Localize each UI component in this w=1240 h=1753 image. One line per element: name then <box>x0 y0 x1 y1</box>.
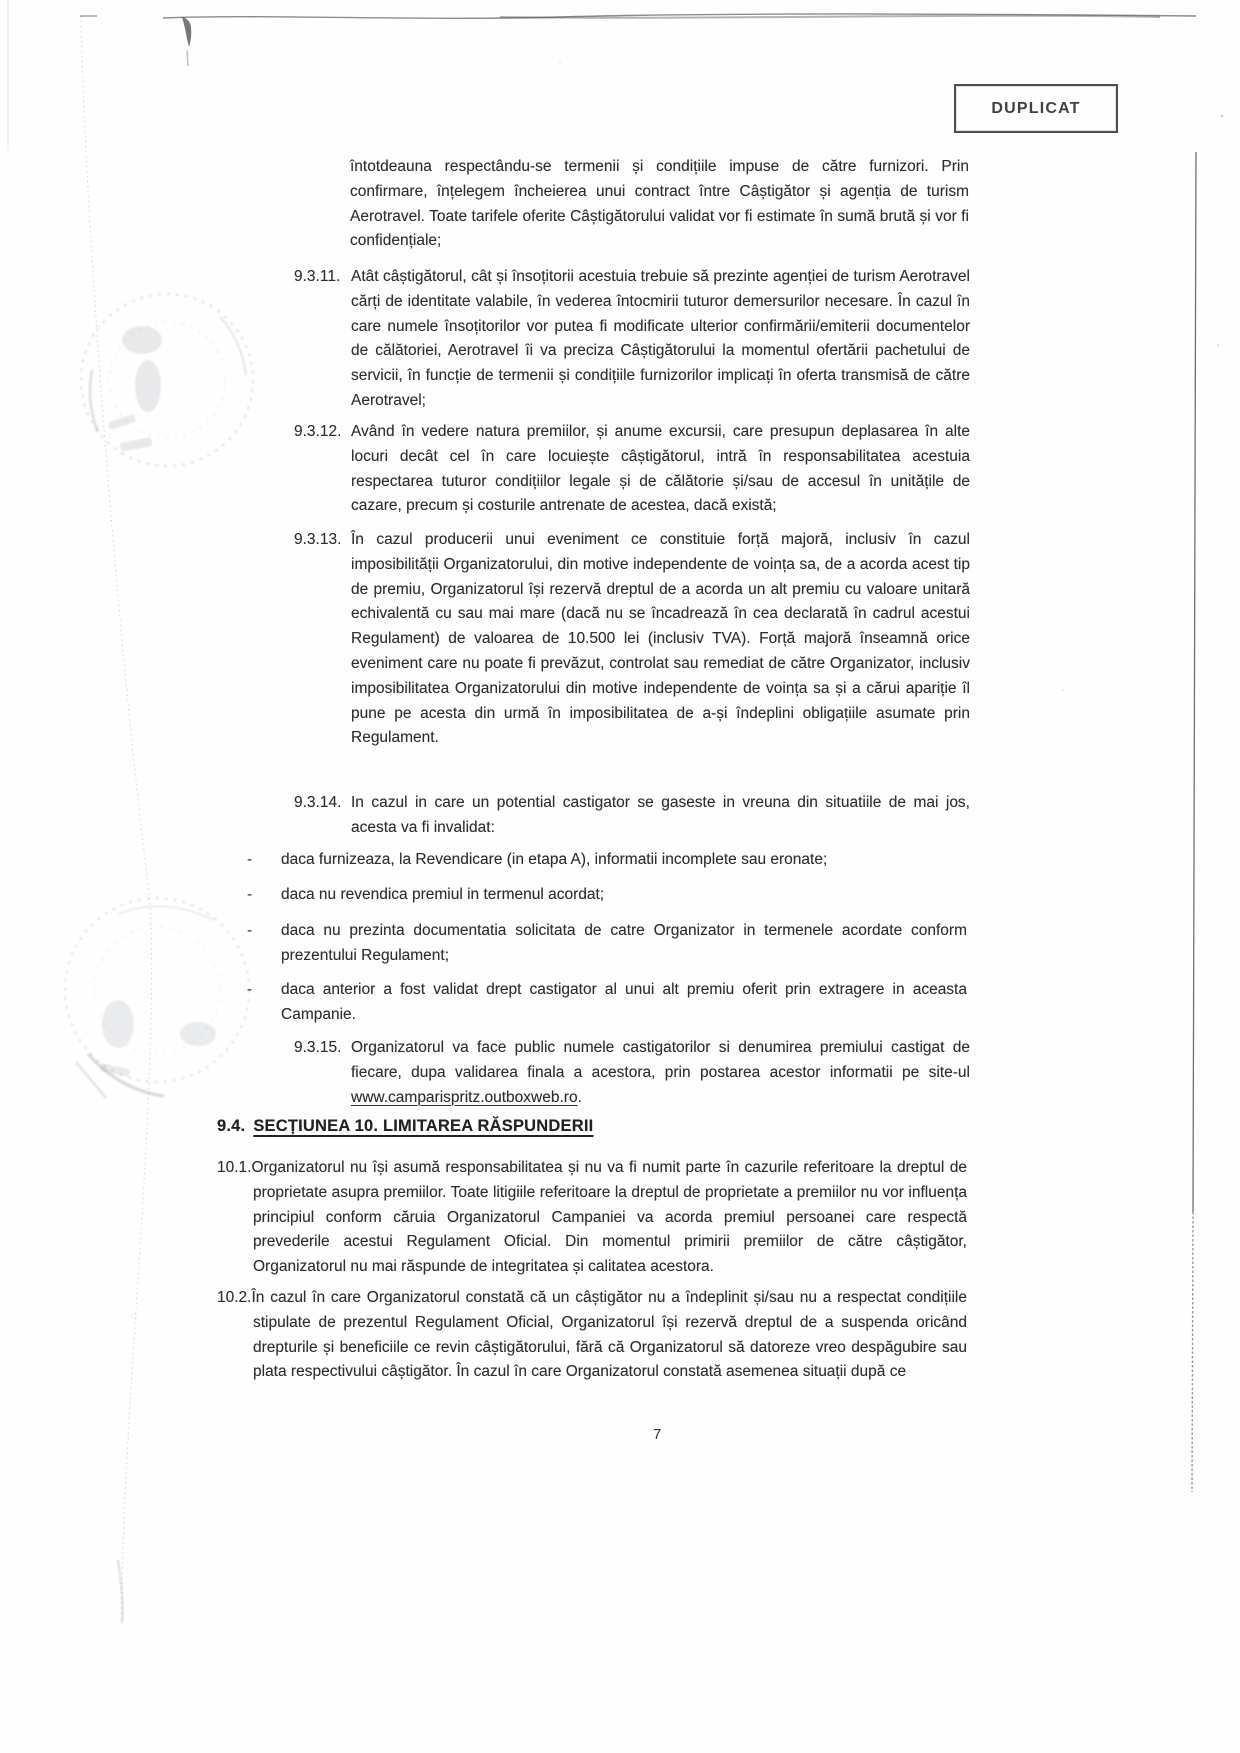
clause-9-3-15 <box>294 1036 970 1110</box>
duplicat-stamp <box>954 84 1118 133</box>
list-item <box>247 978 967 1028</box>
clause-number: 9.3.11. <box>294 268 341 285</box>
clause-9-3-13 <box>294 528 970 751</box>
list-item-text: daca nu revendica premiul in termenul acordat; <box>281 886 605 903</box>
paragraph-10-2 <box>217 1286 967 1385</box>
clause-text: Având în vedere natura premiilor, și anume excursii, care presupun deplasarea în alte locuri decât cel în care locuiește câștigătorul, intră în responsabilitatea acestuia respectarea tuturor condițiilor legale și de călătorie și/sau de accesul în unitățile de cazare, precum și costurile antrenate de acestea, dacă există; <box>351 423 970 515</box>
paragraph-body: Organizatorul nu își asumă responsabilitatea și nu va fi numit parte în cazurile referitoare la dreptul de proprietate asupra premiilor. Toate litigiile referitoare la dreptul de proprietate a premiilor nu vor influența principiul conform căruia Organizatorul Campaniei va acorda premiul persoanei care respectă prevederile acestui Regulament Oficial. Din momentul primirii premiilor de către câștigător, Organizatorul nu mai răspunde de integritatea și calitatea acestora. <box>251 1159 967 1276</box>
list-item-text: daca furnizeaza, la Revendicare (in etapa A), informatii incomplete sau eronate; <box>281 851 828 868</box>
clause-text-before-url: Organizatorul va face public numele castigatorilor si denumirea premiului castigat de fiecare, dupa validarea finala a acestora, prin postarea acestor informatii pe site-ul <box>351 1039 970 1081</box>
clause-number: 9.3.12. <box>294 423 342 440</box>
clause-text-suffix: . <box>577 1088 582 1106</box>
paragraph-intro: întotdeauna respectându-se termenii și condițiile impuse de către furnizori. Prin confirmare, înțelegem încheierea unui contract între Câștigător și agenția de turism Aerotravel. Toate tarifele oferite Câștigătorului validat vor fi estimate în sumă brută și vor fi confidențiale; <box>350 158 969 250</box>
paragraph-10-1 <box>217 1156 967 1280</box>
clause-text: Atât câștigătorul, cât și însoțitorii acestuia trebuie să prezinte agenției de turism Aerotravel cărți de identitate valabile, în vederea întocmirii tuturor demersurilor necesare. În cazul în care numele însoțitorilor vor putea fi modificate ulterior confirmării/emiterii documentelor de călătoriei, Aerotravel îi va preciza Câștigătorului la momentul ofertării pachetului de servicii, în funcție de termenii și condițiile furnizorilor implicați în oferta transmisă de către Aerotravel; <box>351 268 970 409</box>
clause-text <box>351 1036 970 1110</box>
dash-marker: - <box>247 886 253 903</box>
round-seal-bottom <box>58 884 264 1106</box>
list-item-text: daca nu prezinta documentatia solicitata de catre Organizator in termenele acordate conform prezentului Regulament; <box>281 922 967 964</box>
clause-9-3-12 <box>294 420 970 519</box>
list-item <box>247 919 967 969</box>
list-item-text: daca anterior a fost validat drept castigator al unui alt premiu oferit prin extragere in aceasta Campanie. <box>281 981 967 1023</box>
paragraph-text <box>217 1286 967 1385</box>
clause-text: În cazul producerii unui eveniment ce constituie forță majoră, inclusiv în cazul imposibilității Organizatorului, din motive independente de voința sa, de a acorda acest tip de premiu, Organizatorul își rezervă dreptul de a acorda un alt premiu cu valoare unitară echivalentă cu sau mai mare (dacă nu se încadrează în cea declarată în cadrul acestui Regulament) de valoarea de 10.500 lei (inclusiv TVA). Forță majoră înseamnă orice eveniment care nu poate fi prevăzut, controlat sau remediat de către Organizator, inclusiv imposibilitatea Organizatorului din motive independente de voința sa și a cărui apariție îl pune pe acesta din urmă în imposibilitatea de a-și îndeplini obligațiile asumate prin Regulament. <box>351 531 970 747</box>
section-heading-title: SECȚIUNEA 10. LIMITAREA RĂSPUNDERII <box>253 1117 594 1135</box>
dash-marker: - <box>247 922 253 939</box>
section-heading <box>217 1117 593 1136</box>
paragraph-text <box>217 1156 967 1280</box>
clause-number: 9.3.13. <box>294 531 342 548</box>
dash-marker: - <box>247 851 253 868</box>
clause-text: In cazul in care un potential castigator se gaseste in vreuna din situatiile de mai jos, acesta va fi invalidat: <box>351 794 970 836</box>
clause-9-3-14 <box>294 791 970 841</box>
clause-number: 9.3.15. <box>294 1039 342 1056</box>
url-link: www.camparispritz.outboxweb.ro <box>351 1088 578 1106</box>
duplicat-stamp-label: DUPLICAT <box>991 99 1081 117</box>
list-item <box>247 848 967 873</box>
list-item <box>247 883 967 908</box>
page-number: 7 <box>653 1426 662 1443</box>
paragraph-number: 10.2. <box>217 1289 252 1306</box>
clause-number: 9.3.14. <box>294 794 342 811</box>
paragraph-number: 10.1. <box>217 1159 252 1176</box>
paragraph-body: În cazul în care Organizatorul constată că un câștigător nu a îndeplinit și/sau nu a respectat condițiile stipulate de prezentul Regulament Oficial, Organizatorul își rezervă dreptul de a suspenda oricând drepturile și beneficiile ce revin câștigătorului, fără că Organizatorul să datoreze vreo despăgubire sau plata respectivului câștigător. În cazul în care Organizatorul constată asemenea situații după ce <box>251 1289 967 1381</box>
dash-marker: - <box>247 981 253 998</box>
round-seal-top <box>70 282 264 480</box>
section-heading-number: 9.4. <box>217 1117 246 1135</box>
clause-9-3-11 <box>294 265 970 414</box>
